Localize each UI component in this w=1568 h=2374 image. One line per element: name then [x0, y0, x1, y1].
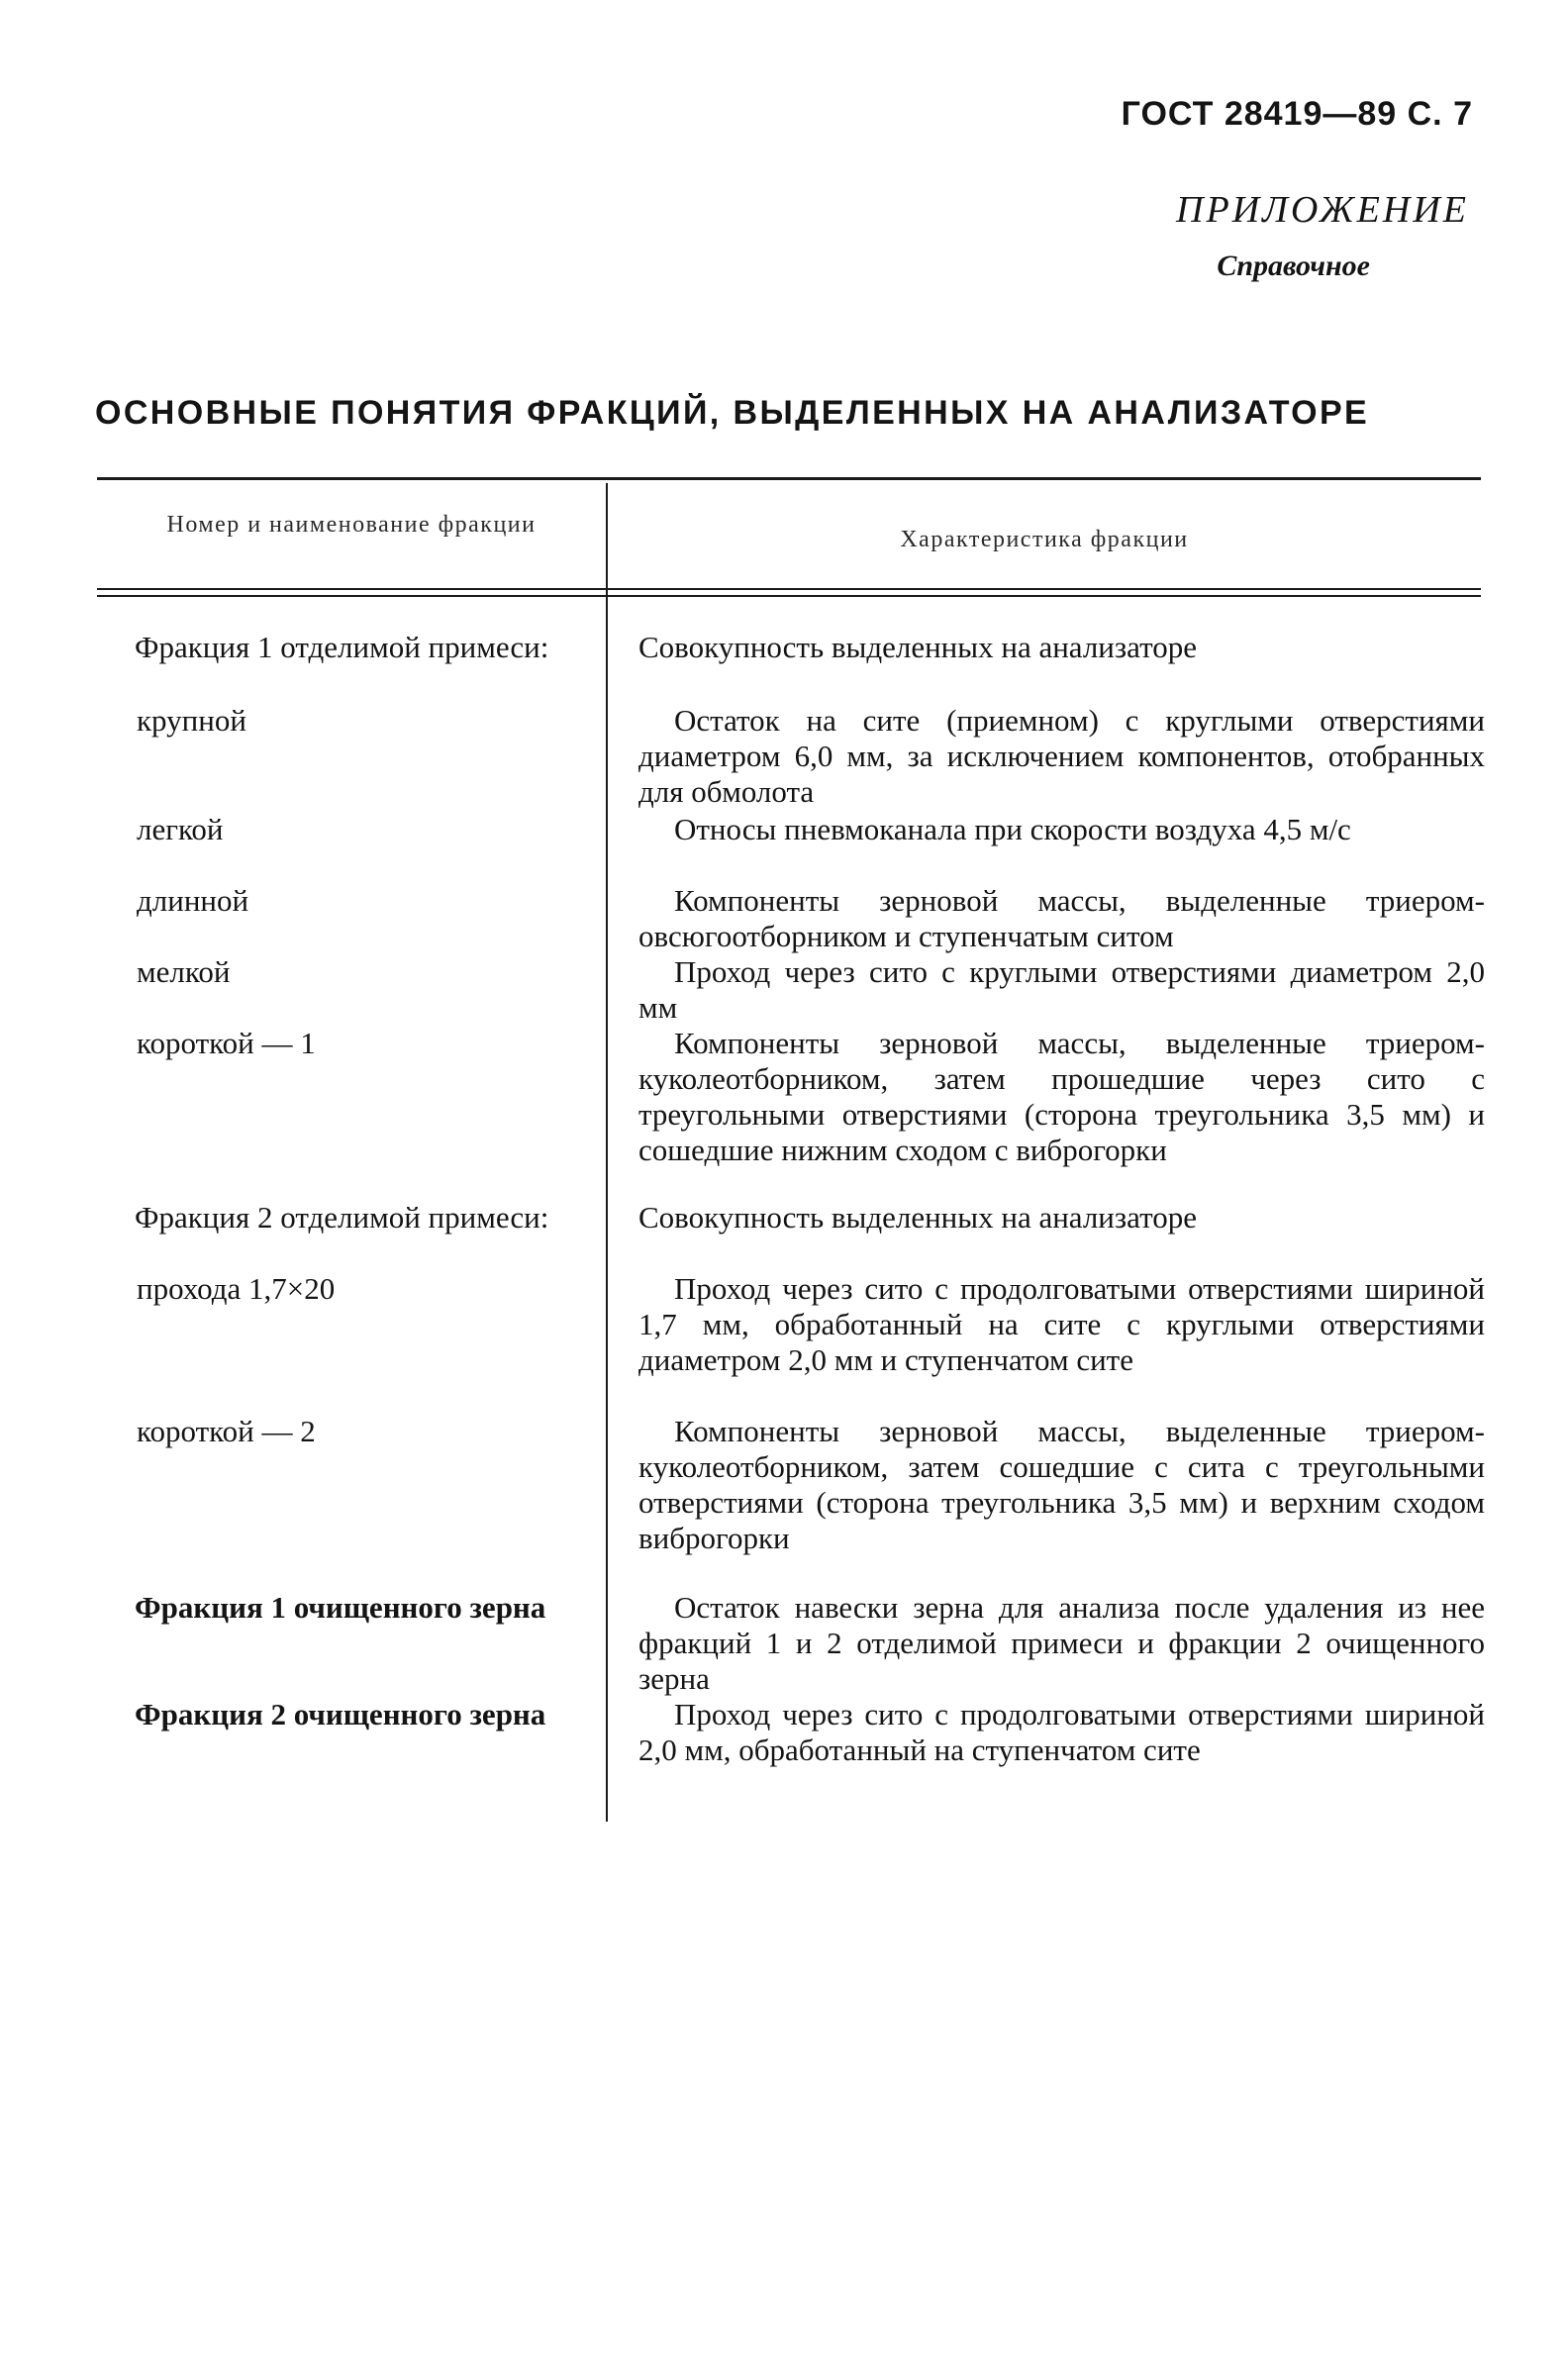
appendix-type: Справочное [1217, 249, 1370, 282]
table-row-name: Фракция 2 отделимой примеси: [135, 1200, 549, 1235]
table-row-description: Остаток навески зерна для анализа после удаления из нее фракций 1 и 2 отделимой примеси и фракции 2 очищенного зерна [638, 1590, 1485, 1696]
table-row-name: крупной [137, 703, 246, 738]
document-title: ОСНОВНЫЕ ПОНЯТИЯ ФРАКЦИЙ, ВЫДЕЛЕННЫХ НА АНАЛИЗАТОРЕ [95, 394, 1370, 432]
table-row-name: Фракция 1 очищенного зерна [135, 1590, 546, 1625]
table-row-name: короткой — 1 [137, 1026, 316, 1060]
table-row-description: Проход через сито с продолговатыми отверстиями шириной 2,0 мм, обработанный на ступенчатом сите [638, 1697, 1485, 1767]
table-row-name: Фракция 1 отделимой примеси: [135, 630, 549, 664]
header-fraction-characteristic: Характеристика фракции [900, 527, 1189, 552]
table-row-name: прохода 1,7×20 [137, 1271, 336, 1306]
column-divider [606, 483, 608, 1822]
table-row-name: длинной [137, 883, 249, 918]
table-row-name: легкой [137, 812, 224, 846]
table-row-description: Компоненты зерновой массы, выделенные триером-куколеотборником, затем прошедшие через сито с треугольными отверстиями (сторона треугольника 3,5 мм) и сошедшие нижним сходом с виброгорки [638, 1026, 1485, 1167]
table-row-name: короткой — 2 [137, 1414, 316, 1448]
header-rule [97, 588, 1481, 590]
table-top-rule [97, 477, 1481, 480]
table-row-description: Совокупность выделенных на анализаторе [638, 630, 1197, 664]
table-row-description: Совокупность выделенных на анализаторе [638, 1200, 1197, 1235]
header-fraction-name: Номер и наименование фракции [166, 512, 537, 538]
table-row-description: Компоненты зерновой массы, выделенные триером-овсюгоотборником и ступенчатым ситом [638, 883, 1485, 953]
appendix-label: ПРИЛОЖЕНИЕ [1176, 189, 1469, 231]
table-row-description: Проход через сито с продолговатыми отверстиями шириной 1,7 мм, обработанный на сите с круглыми отверстиями диаметром 2,0 мм и ступенчатом сите [638, 1271, 1485, 1377]
table-row-description: Компоненты зерновой массы, выделенные триером-куколеотборником, затем сошедшие с сита с треугольными отверстиями (сторона треугольника 3,5 мм) и верхним сходом виброгорки [638, 1414, 1485, 1555]
table-row-description: Остаток на сите (приемном) с круглыми отверстиями диаметром 6,0 мм, за исключением компонентов, отобранных для обмолота [638, 703, 1485, 809]
table-row-name: Фракция 2 очищенного зерна [135, 1697, 546, 1731]
table-row-description: Относы пневмоканала при скорости воздуха 4,5 м/с [674, 812, 1351, 846]
standard-code: ГОСТ 28419—89 С. 7 [1121, 95, 1473, 133]
table-row-name: мелкой [137, 954, 231, 989]
header-rule-double [97, 595, 1481, 597]
table-row-description: Проход через сито с круглыми отверстиями диаметром 2,0 мм [638, 954, 1485, 1025]
